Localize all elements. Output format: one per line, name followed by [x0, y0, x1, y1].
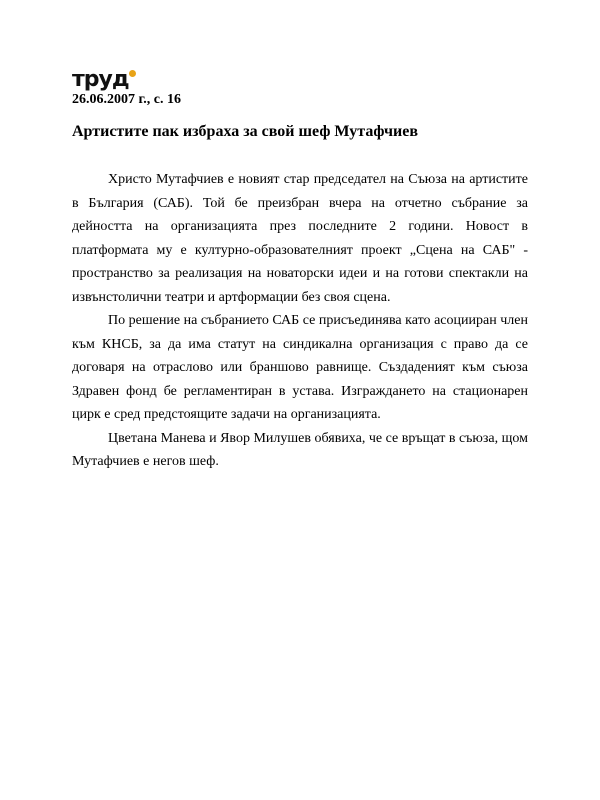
article-paragraph: Цветана Манева и Явор Милушев обявиха, че се връщат в съюза, щом Мутафчиев е негов шеф.	[72, 430, 528, 469]
article-body	[72, 168, 528, 474]
logo-dot-icon	[129, 70, 136, 77]
article-headline: Артистите пак избраха за свой шеф Мутафчиев	[72, 123, 418, 140]
logo-lettering: труд	[72, 67, 129, 92]
trud-logo-icon	[72, 66, 138, 92]
article-paragraph: По решение на събранието САБ се присъединява като асоцииран член към КНСБ, за да има статут на синдикална организация с право да се договаря на отраслово или браншово равнище. Създаденият към съюза Здравен фонд бе регламентиран в устава. Изграждането на стационарен цирк е сред предстоящите задачи на организацията.	[72, 313, 528, 422]
article-paragraph: Христо Мутафчиев е новият стар председател на Съюза на артистите в България (САБ). Той бе преизбран вчера на отчетно събрание за дейността на организацията през последните 2 години. Новост в платформата му е културно-образователният проект „Сцена на САБ" - пространство за реализация на новаторски идеи и на готови спектакли на извънстолични театри и артформации без своя сцена.	[72, 172, 528, 305]
publication-date: 26.06.2007 г., с. 16	[72, 92, 181, 107]
newspaper-logo	[72, 66, 138, 92]
